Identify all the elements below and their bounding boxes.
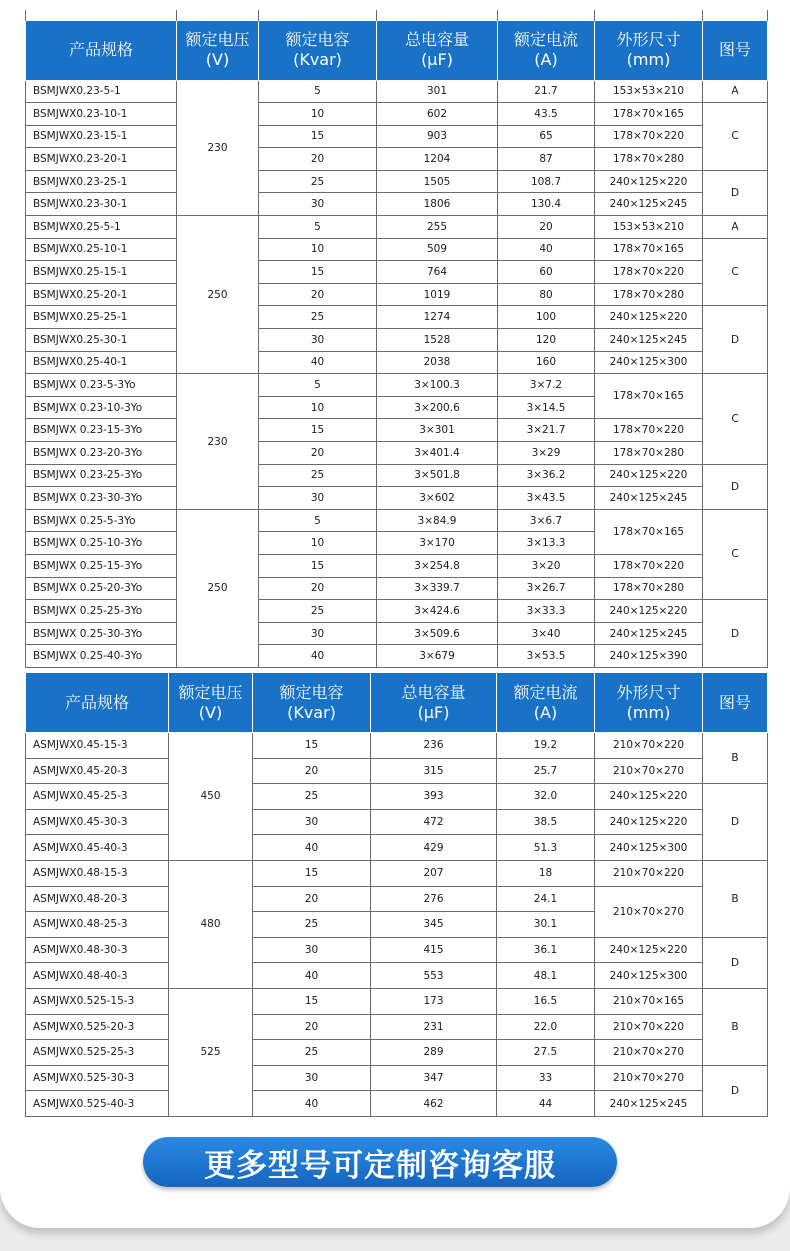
- total-capacitance-cell: 553: [371, 963, 497, 989]
- dimensions-cell: 240×125×245: [595, 329, 703, 352]
- current-cell: 33: [497, 1065, 595, 1091]
- header-model: 产品规格: [26, 673, 169, 733]
- capacity-cell: 40: [253, 835, 371, 861]
- capacity-cell: 15: [259, 261, 377, 284]
- capacity-cell: 10: [259, 238, 377, 261]
- capacity-cell: 40: [253, 1091, 371, 1117]
- table-row: [26, 80, 768, 103]
- current-cell: 80: [498, 283, 595, 306]
- stub-cell: [703, 10, 768, 20]
- capacity-cell: 25: [253, 1040, 371, 1066]
- dimensions-cell: 178×70×280: [595, 283, 703, 306]
- header-voltage: 额定电压 (V): [169, 673, 253, 733]
- table-row: [26, 600, 768, 623]
- current-cell: 3×20: [498, 554, 595, 577]
- model-cell: BSMJWX 0.23-25-3Yo: [26, 464, 177, 487]
- current-cell: 3×26.7: [498, 577, 595, 600]
- total-capacitance-cell: 347: [371, 1065, 497, 1091]
- capacity-cell: 20: [259, 442, 377, 465]
- voltage-cell: 250: [177, 216, 259, 374]
- custom-model-button[interactable]: 更多型号可定制咨询客服: [143, 1137, 617, 1187]
- total-capacitance-cell: 207: [371, 860, 497, 886]
- dimensions-cell: 210×70×270: [595, 886, 703, 937]
- total-capacitance-cell: 345: [371, 912, 497, 938]
- total-capacitance-cell: 301: [377, 80, 498, 103]
- total-capacitance-cell: 315: [371, 758, 497, 784]
- model-cell: BSMJWX0.25-5-1: [26, 216, 177, 239]
- model-cell: BSMJWX 0.25-10-3Yo: [26, 532, 177, 555]
- table-row: [26, 103, 768, 126]
- table-row: [26, 577, 768, 600]
- table-row: [26, 886, 768, 912]
- dimensions-cell: 210×70×165: [595, 988, 703, 1014]
- capacity-cell: 25: [259, 306, 377, 329]
- current-cell: 32.0: [497, 784, 595, 810]
- total-capacitance-cell: 509: [377, 238, 498, 261]
- total-capacitance-cell: 2038: [377, 351, 498, 374]
- table-row: [26, 306, 768, 329]
- table-header-row: [26, 20, 768, 80]
- model-cell: BSMJWX 0.23-10-3Yo: [26, 396, 177, 419]
- current-cell: 65: [498, 125, 595, 148]
- current-cell: 38.5: [497, 809, 595, 835]
- dimensions-cell: 210×70×270: [595, 758, 703, 784]
- voltage-cell: 250: [177, 509, 259, 667]
- model-cell: BSMJWX 0.23-20-3Yo: [26, 442, 177, 465]
- capacity-cell: 25: [253, 912, 371, 938]
- table-row: [26, 1091, 768, 1117]
- model-cell: ASMJWX0.45-20-3: [26, 758, 169, 784]
- total-capacitance-cell: 472: [371, 809, 497, 835]
- total-capacitance-cell: 3×301: [377, 419, 498, 442]
- capacity-cell: 30: [259, 329, 377, 352]
- dimensions-cell: 240×125×390: [595, 645, 703, 668]
- header-current: 额定电流 (A): [498, 20, 595, 80]
- spec-table-450-525v: [25, 672, 768, 1117]
- total-capacitance-cell: 3×200.6: [377, 396, 498, 419]
- header-model: 产品规格: [26, 20, 177, 80]
- model-cell: ASMJWX0.48-25-3: [26, 912, 169, 938]
- figure-cell: B: [703, 988, 768, 1065]
- table-row: [26, 148, 768, 171]
- capacity-cell: 30: [259, 193, 377, 216]
- table-top-stub: [26, 10, 768, 20]
- current-cell: 30.1: [497, 912, 595, 938]
- table-row: [26, 216, 768, 239]
- table-row: [26, 374, 768, 397]
- capacity-cell: 15: [259, 419, 377, 442]
- figure-cell: A: [703, 80, 768, 103]
- capacity-cell: 20: [253, 886, 371, 912]
- dimensions-cell: 153×53×210: [595, 216, 703, 239]
- total-capacitance-cell: 1019: [377, 283, 498, 306]
- capacity-cell: 15: [253, 988, 371, 1014]
- table-row: [26, 351, 768, 374]
- model-cell: ASMJWX0.45-25-3: [26, 784, 169, 810]
- current-cell: 25.7: [497, 758, 595, 784]
- dimensions-cell: 240×125×245: [595, 193, 703, 216]
- table-row: [26, 733, 768, 759]
- model-cell: ASMJWX0.45-30-3: [26, 809, 169, 835]
- model-cell: BSMJWX0.25-40-1: [26, 351, 177, 374]
- dimensions-cell: 240×125×245: [595, 622, 703, 645]
- total-capacitance-cell: 462: [371, 1091, 497, 1117]
- current-cell: 51.3: [497, 835, 595, 861]
- current-cell: 3×29: [498, 442, 595, 465]
- table-row: [26, 835, 768, 861]
- total-capacitance-cell: 3×679: [377, 645, 498, 668]
- current-cell: 3×36.2: [498, 464, 595, 487]
- model-cell: BSMJWX0.23-30-1: [26, 193, 177, 216]
- table-row: [26, 1040, 768, 1066]
- current-cell: 24.1: [497, 886, 595, 912]
- current-cell: 3×53.5: [498, 645, 595, 668]
- stub-cell: [177, 10, 259, 20]
- dimensions-cell: 240×125×300: [595, 963, 703, 989]
- capacity-cell: 40: [253, 963, 371, 989]
- table-row: [26, 487, 768, 510]
- dimensions-cell: 240×125×220: [595, 464, 703, 487]
- figure-cell: D: [703, 784, 768, 861]
- figure-cell: D: [703, 1065, 768, 1116]
- current-cell: 18: [497, 860, 595, 886]
- figure-cell: D: [703, 170, 768, 215]
- capacity-cell: 10: [259, 103, 377, 126]
- current-cell: 130.4: [498, 193, 595, 216]
- current-cell: 36.1: [497, 937, 595, 963]
- stub-cell: [498, 10, 595, 20]
- current-cell: 108.7: [498, 170, 595, 193]
- model-cell: BSMJWX 0.25-5-3Yo: [26, 509, 177, 532]
- current-cell: 44: [497, 1091, 595, 1117]
- total-capacitance-cell: 3×401.4: [377, 442, 498, 465]
- current-cell: 3×40: [498, 622, 595, 645]
- current-cell: 20: [498, 216, 595, 239]
- total-capacitance-cell: 1528: [377, 329, 498, 352]
- current-cell: 19.2: [497, 733, 595, 759]
- current-cell: 16.5: [497, 988, 595, 1014]
- total-capacitance-cell: 236: [371, 733, 497, 759]
- model-cell: BSMJWX0.23-10-1: [26, 103, 177, 126]
- capacity-cell: 20: [259, 148, 377, 171]
- figure-cell: D: [703, 306, 768, 374]
- table-row: [26, 809, 768, 835]
- table-row: [26, 554, 768, 577]
- capacity-cell: 40: [259, 645, 377, 668]
- dimensions-cell: 178×70×220: [595, 261, 703, 284]
- figure-cell: B: [703, 860, 768, 937]
- current-cell: 3×43.5: [498, 487, 595, 510]
- capacity-cell: 30: [259, 622, 377, 645]
- spec-table-230-250v: [25, 10, 768, 668]
- header-voltage: 额定电压 (V): [177, 20, 259, 80]
- table-row: [26, 125, 768, 148]
- stub-cell: [377, 10, 498, 20]
- table-row: [26, 1065, 768, 1091]
- capacity-cell: 20: [259, 283, 377, 306]
- capacity-cell: 30: [253, 937, 371, 963]
- table-row: [26, 963, 768, 989]
- dimensions-cell: 178×70×280: [595, 442, 703, 465]
- figure-cell: D: [703, 464, 768, 509]
- dimensions-cell: 178×70×220: [595, 125, 703, 148]
- current-cell: 3×33.3: [498, 600, 595, 623]
- capacity-cell: 20: [253, 758, 371, 784]
- capacity-cell: 20: [259, 577, 377, 600]
- total-capacitance-cell: 3×602: [377, 487, 498, 510]
- dimensions-cell: 210×70×270: [595, 1040, 703, 1066]
- total-capacitance-cell: 3×509.6: [377, 622, 498, 645]
- model-cell: ASMJWX0.45-15-3: [26, 733, 169, 759]
- total-capacitance-cell: 3×170: [377, 532, 498, 555]
- voltage-cell: 525: [169, 988, 253, 1116]
- total-capacitance-cell: 3×501.8: [377, 464, 498, 487]
- table-row: [26, 464, 768, 487]
- model-cell: ASMJWX0.48-20-3: [26, 886, 169, 912]
- total-capacitance-cell: 1505: [377, 170, 498, 193]
- model-cell: BSMJWX0.23-20-1: [26, 148, 177, 171]
- capacity-cell: 5: [259, 509, 377, 532]
- capacity-cell: 25: [259, 600, 377, 623]
- stub-cell: [26, 10, 177, 20]
- capacity-cell: 15: [259, 125, 377, 148]
- total-capacitance-cell: 231: [371, 1014, 497, 1040]
- capacity-cell: 10: [259, 396, 377, 419]
- model-cell: ASMJWX0.525-15-3: [26, 988, 169, 1014]
- stub-cell: [259, 10, 377, 20]
- model-cell: BSMJWX 0.23-30-3Yo: [26, 487, 177, 510]
- dimensions-cell: 178×70×165: [595, 238, 703, 261]
- dimensions-cell: 240×125×300: [595, 351, 703, 374]
- total-capacitance-cell: 3×339.7: [377, 577, 498, 600]
- dimensions-cell: 153×53×210: [595, 80, 703, 103]
- dimensions-cell: 210×70×220: [595, 1014, 703, 1040]
- current-cell: 3×13.3: [498, 532, 595, 555]
- total-capacitance-cell: 393: [371, 784, 497, 810]
- capacity-cell: 30: [259, 487, 377, 510]
- header-total-capacitance: 总电容量 (μF): [371, 673, 497, 733]
- total-capacitance-cell: 429: [371, 835, 497, 861]
- table-row: [26, 419, 768, 442]
- table-row: [26, 509, 768, 532]
- model-cell: BSMJWX 0.25-30-3Yo: [26, 622, 177, 645]
- model-cell: BSMJWX0.25-15-1: [26, 261, 177, 284]
- current-cell: 87: [498, 148, 595, 171]
- total-capacitance-cell: 415: [371, 937, 497, 963]
- model-cell: ASMJWX0.525-20-3: [26, 1014, 169, 1040]
- voltage-cell: 230: [177, 374, 259, 510]
- voltage-cell: 230: [177, 80, 259, 216]
- current-cell: 22.0: [497, 1014, 595, 1040]
- dimensions-cell: 240×125×245: [595, 1091, 703, 1117]
- model-cell: BSMJWX0.23-5-1: [26, 80, 177, 103]
- figure-cell: C: [703, 238, 768, 306]
- header-capacity: 额定电容 (Kvar): [253, 673, 371, 733]
- model-cell: BSMJWX0.25-10-1: [26, 238, 177, 261]
- model-cell: BSMJWX 0.23-15-3Yo: [26, 419, 177, 442]
- current-cell: 100: [498, 306, 595, 329]
- dimensions-cell: 210×70×270: [595, 1065, 703, 1091]
- figure-cell: C: [703, 509, 768, 599]
- header-dimensions: 外形尺寸 (mm): [595, 20, 703, 80]
- dimensions-cell: 178×70×280: [595, 577, 703, 600]
- capacity-cell: 20: [253, 1014, 371, 1040]
- dimensions-cell: 210×70×220: [595, 860, 703, 886]
- table-row: [26, 1014, 768, 1040]
- model-cell: ASMJWX0.45-40-3: [26, 835, 169, 861]
- dimensions-cell: 240×125×245: [595, 487, 703, 510]
- total-capacitance-cell: 289: [371, 1040, 497, 1066]
- capacity-cell: 10: [259, 532, 377, 555]
- dimensions-cell: 178×70×280: [595, 148, 703, 171]
- header-current: 额定电流 (A): [497, 673, 595, 733]
- table-header-row: [26, 673, 768, 733]
- dimensions-cell: 240×125×220: [595, 809, 703, 835]
- header-figure: 图号: [703, 20, 768, 80]
- dimensions-cell: 240×125×220: [595, 306, 703, 329]
- header-figure: 图号: [703, 673, 768, 733]
- dimensions-cell: 178×70×165: [595, 103, 703, 126]
- figure-cell: B: [703, 733, 768, 784]
- voltage-cell: 480: [169, 860, 253, 988]
- dimensions-cell: 178×70×165: [595, 509, 703, 554]
- total-capacitance-cell: 764: [377, 261, 498, 284]
- table-row: [26, 784, 768, 810]
- capacity-cell: 15: [259, 554, 377, 577]
- capacity-cell: 25: [259, 464, 377, 487]
- capacity-cell: 30: [253, 1065, 371, 1091]
- table-row: [26, 622, 768, 645]
- table-row: [26, 758, 768, 784]
- figure-cell: D: [703, 600, 768, 668]
- model-cell: BSMJWX0.25-25-1: [26, 306, 177, 329]
- figure-cell: C: [703, 103, 768, 171]
- current-cell: 60: [498, 261, 595, 284]
- table-row: [26, 860, 768, 886]
- current-cell: 3×21.7: [498, 419, 595, 442]
- current-cell: 120: [498, 329, 595, 352]
- model-cell: BSMJWX 0.25-40-3Yo: [26, 645, 177, 668]
- dimensions-cell: 240×125×220: [595, 937, 703, 963]
- capacity-cell: 30: [253, 809, 371, 835]
- total-capacitance-cell: 3×424.6: [377, 600, 498, 623]
- figure-cell: A: [703, 216, 768, 239]
- table-row: [26, 238, 768, 261]
- capacity-cell: 5: [259, 80, 377, 103]
- figure-cell: D: [703, 937, 768, 988]
- capacity-cell: 5: [259, 216, 377, 239]
- total-capacitance-cell: 276: [371, 886, 497, 912]
- total-capacitance-cell: 173: [371, 988, 497, 1014]
- total-capacitance-cell: 3×254.8: [377, 554, 498, 577]
- dimensions-cell: 178×70×220: [595, 419, 703, 442]
- model-cell: ASMJWX0.48-40-3: [26, 963, 169, 989]
- total-capacitance-cell: 903: [377, 125, 498, 148]
- capacity-cell: 25: [253, 784, 371, 810]
- total-capacitance-cell: 3×100.3: [377, 374, 498, 397]
- current-cell: 21.7: [498, 80, 595, 103]
- capacity-cell: 15: [253, 733, 371, 759]
- table-row: [26, 645, 768, 668]
- header-total-capacitance: 总电容量 (μF): [377, 20, 498, 80]
- model-cell: BSMJWX0.23-15-1: [26, 125, 177, 148]
- table-row: [26, 988, 768, 1014]
- model-cell: BSMJWX 0.25-25-3Yo: [26, 600, 177, 623]
- current-cell: 40: [498, 238, 595, 261]
- capacity-cell: 5: [259, 374, 377, 397]
- total-capacitance-cell: 1204: [377, 148, 498, 171]
- current-cell: 160: [498, 351, 595, 374]
- voltage-cell: 450: [169, 733, 253, 861]
- dimensions-cell: 178×70×220: [595, 554, 703, 577]
- table-row: [26, 261, 768, 284]
- dimensions-cell: 210×70×220: [595, 733, 703, 759]
- total-capacitance-cell: 255: [377, 216, 498, 239]
- header-dimensions: 外形尺寸 (mm): [595, 673, 703, 733]
- model-cell: BSMJWX0.23-25-1: [26, 170, 177, 193]
- dimensions-cell: 240×125×220: [595, 600, 703, 623]
- model-cell: BSMJWX 0.25-15-3Yo: [26, 554, 177, 577]
- current-cell: 3×6.7: [498, 509, 595, 532]
- figure-cell: C: [703, 374, 768, 464]
- total-capacitance-cell: 1274: [377, 306, 498, 329]
- current-cell: 48.1: [497, 963, 595, 989]
- stub-cell: [595, 10, 703, 20]
- current-cell: 3×14.5: [498, 396, 595, 419]
- table-row: [26, 193, 768, 216]
- model-cell: ASMJWX0.48-15-3: [26, 860, 169, 886]
- table-row: [26, 283, 768, 306]
- dimensions-cell: 240×125×220: [595, 170, 703, 193]
- total-capacitance-cell: 3×84.9: [377, 509, 498, 532]
- model-cell: BSMJWX 0.25-20-3Yo: [26, 577, 177, 600]
- capacity-cell: 40: [259, 351, 377, 374]
- model-cell: ASMJWX0.525-30-3: [26, 1065, 169, 1091]
- total-capacitance-cell: 602: [377, 103, 498, 126]
- table-row: [26, 937, 768, 963]
- current-cell: 27.5: [497, 1040, 595, 1066]
- dimensions-cell: 240×125×300: [595, 835, 703, 861]
- model-cell: ASMJWX0.525-40-3: [26, 1091, 169, 1117]
- dimensions-cell: 240×125×220: [595, 784, 703, 810]
- model-cell: ASMJWX0.525-25-3: [26, 1040, 169, 1066]
- total-capacitance-cell: 1806: [377, 193, 498, 216]
- header-capacity: 额定电容 (Kvar): [259, 20, 377, 80]
- model-cell: BSMJWX 0.23-5-3Yo: [26, 374, 177, 397]
- capacity-cell: 15: [253, 860, 371, 886]
- table-row: [26, 442, 768, 465]
- table-row: [26, 329, 768, 352]
- capacity-cell: 25: [259, 170, 377, 193]
- current-cell: 43.5: [498, 103, 595, 126]
- dimensions-cell: 178×70×165: [595, 374, 703, 419]
- table-row: [26, 170, 768, 193]
- model-cell: ASMJWX0.48-30-3: [26, 937, 169, 963]
- current-cell: 3×7.2: [498, 374, 595, 397]
- model-cell: BSMJWX0.25-30-1: [26, 329, 177, 352]
- model-cell: BSMJWX0.25-20-1: [26, 283, 177, 306]
